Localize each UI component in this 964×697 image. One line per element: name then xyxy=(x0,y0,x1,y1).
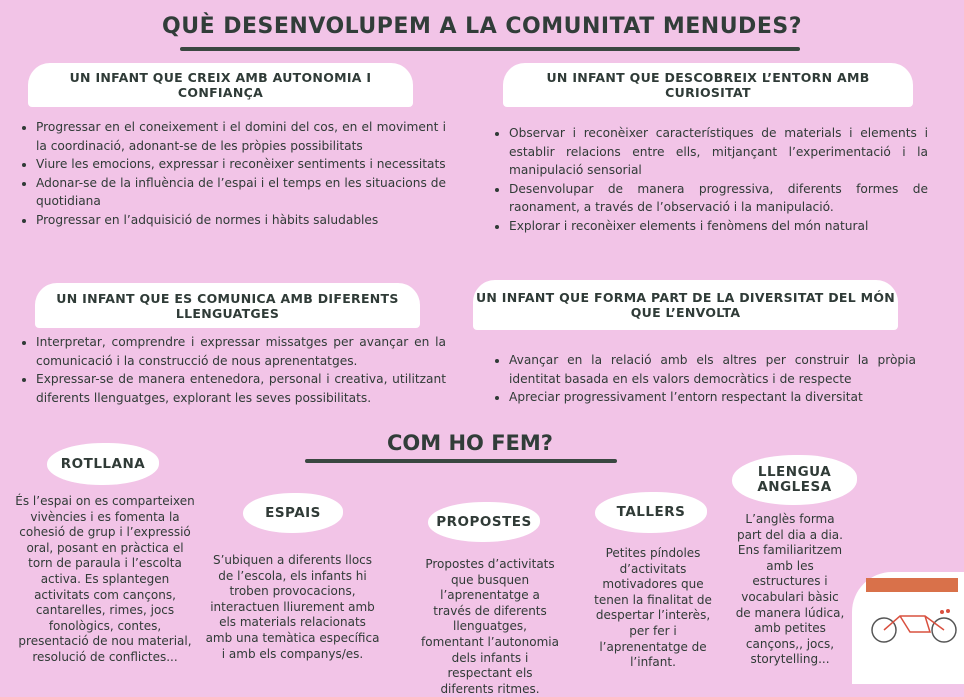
method-label-propostes: PROPOSTES xyxy=(428,502,540,542)
list-item: • Adonar-se de la influència de l’espai i el temps en les situacions de quotidiana xyxy=(36,174,446,211)
list-item: • Interpretar, comprendre i expressar missatges per avançar en la comunicació i la construcció de nous aprenentatges. xyxy=(36,333,446,370)
tandem-bicycle-icon xyxy=(870,606,960,646)
list-item: • Viure les emocions, expressar i reconèixer sentiments i necessitats xyxy=(36,155,446,174)
method-label-llengua-anglesa: LLENGUA ANGLESA xyxy=(732,455,857,505)
list-item: • Progressar en l’adquisició de normes i hàbits saludables xyxy=(36,211,446,230)
list-item: • Observar i reconèixer característiques de materials i elements i establir relacions entre ells, mitjançant l’experimentació i la manipulació sensorial xyxy=(509,124,928,180)
section-list-autonomia xyxy=(20,118,446,229)
method-text-rotllana: És l’espai on es comparteixen vivències i es fomenta la cohesió de grup i l’expressió oral, posant en pràctica el torn de paraula i l’escolta activa. Es splantegen activitats com cançons, cantarelles, rimes, jocs fonològics, contes, presentació de nou material, resolució de conflictes... xyxy=(15,494,195,664)
method-label-rotllana: ROTLLANA xyxy=(47,443,159,485)
method-text-tallers: Petites píndoles d’activitats motivadores que tenen la finalitat de despertar l’interès, per fer i l’aprenentatge de l’infant. xyxy=(594,546,712,670)
list-item: • Progressar en el coneixement i el domini del cos, en el moviment i la coordinació, adonant-se de les pròpies possibilitats xyxy=(36,118,446,155)
list-item: • Expressar-se de manera entenedora, personal i creativa, utilitzant diferents llenguatges, explorant les seves possibilitats. xyxy=(36,370,446,407)
section-list-entorn xyxy=(493,124,928,235)
list-item: • Explorar i reconèixer elements i fenòmens del món natural xyxy=(509,217,928,236)
section-heading-entorn: UN INFANT QUE DESCOBREIX L’ENTORN AMB CURIOSITAT xyxy=(503,63,913,107)
method-text-espais: S’ubiquen a diferents llocs de l’escola, els infants hi troben provocacions, interactuen lliurement amb els materials relacionats amb una temàtica específica i amb els companys/es. xyxy=(205,553,380,661)
title-underline xyxy=(180,47,800,51)
method-text-llengua-anglesa: L’anglès forma part del dia a dia. Ens familiaritzem amb les estructures i vocabulari bàsic de manera lúdica, amb petites cançons,, jocs, storytelling... xyxy=(735,512,845,667)
section-list-llenguatges xyxy=(20,333,446,407)
move-in-tandem-logo xyxy=(852,572,964,684)
method-label-espais: ESPAIS xyxy=(243,493,343,533)
section-heading-llenguatges: UN INFANT QUE ES COMUNICA AMB DIFERENTS LLENGUATGES xyxy=(35,283,420,328)
list-item: • Avançar en la relació amb els altres per construir la pròpia identitat basada en els valors democràtics i de respecte xyxy=(509,351,916,388)
list-item: • Desenvolupar de manera progressiva, diferents formes de raonament, a través de l’observació i la manipulació. xyxy=(509,180,928,217)
section-heading-autonomia: UN INFANT QUE CREIX AMB AUTONOMIA I CONFIANÇA xyxy=(28,63,413,107)
section-heading-diversitat: UN INFANT QUE FORMA PART DE LA DIVERSITAT DEL MÓN QUE L’ENVOLTA xyxy=(473,280,898,330)
method-label-tallers: TALLERS xyxy=(595,492,707,533)
page-title: QUÈ DESENVOLUPEM A LA COMUNITAT MENUDES? xyxy=(162,14,802,39)
list-item: • Apreciar progressivament l’entorn respectant la diversitat xyxy=(509,388,916,407)
method-text-propostes: Propostes d’activitats que busquen l’aprenentatge a través de diferents llenguatges, fomentant l’autonomia dels infants i respectant els diferents ritmes. xyxy=(421,557,559,696)
logo-banner xyxy=(866,578,958,592)
section-list-diversitat xyxy=(493,351,916,407)
how-underline xyxy=(305,459,617,463)
how-title: COM HO FEM? xyxy=(387,431,553,455)
